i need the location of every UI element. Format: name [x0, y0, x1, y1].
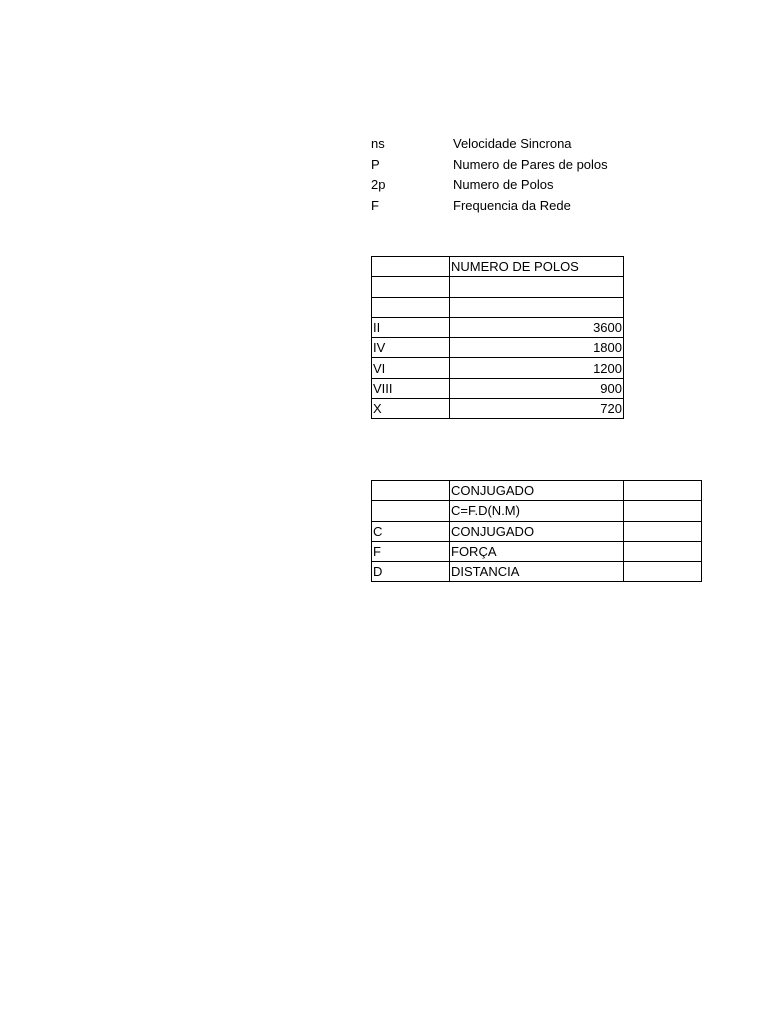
table-cell[interactable] — [624, 501, 702, 521]
table-cell[interactable] — [624, 541, 702, 561]
pole-label-cell[interactable]: II — [372, 317, 450, 337]
legend-symbol: F — [371, 197, 379, 213]
table-row — [372, 378, 624, 398]
pole-label-cell[interactable]: VIII — [372, 378, 450, 398]
torque-symbol-cell[interactable]: D — [372, 562, 450, 582]
pole-label-cell[interactable]: IV — [372, 338, 450, 358]
table-header-row — [372, 257, 624, 277]
table-row — [372, 521, 702, 541]
table-row — [372, 277, 624, 297]
torque-text-cell[interactable]: FORÇA — [450, 541, 624, 561]
table-cell[interactable] — [372, 277, 450, 297]
table-row — [372, 501, 702, 521]
table-row — [372, 297, 624, 317]
table-cell[interactable] — [450, 277, 624, 297]
torque-symbol-cell[interactable] — [372, 481, 450, 501]
torque-symbol-cell[interactable]: F — [372, 541, 450, 561]
speed-value-cell[interactable]: 3600 — [450, 317, 624, 337]
legend-symbol: P — [371, 156, 380, 172]
speed-value-cell[interactable]: 1200 — [450, 358, 624, 378]
torque-table — [371, 480, 702, 582]
legend-row — [371, 175, 671, 196]
legend-symbol: ns — [371, 136, 385, 151]
pole-label-cell[interactable]: VI — [372, 358, 450, 378]
pole-label-cell[interactable]: X — [372, 399, 450, 419]
torque-text-cell[interactable]: DISTANCIA — [450, 562, 624, 582]
torque-text-cell[interactable]: CONJUGADO — [450, 521, 624, 541]
table-row — [372, 541, 702, 561]
table-cell[interactable] — [624, 521, 702, 541]
torque-text-cell[interactable]: C=F.D(N.M) — [450, 501, 624, 521]
table-cell[interactable] — [450, 297, 624, 317]
torque-text-cell[interactable]: CONJUGADO — [450, 481, 624, 501]
torque-symbol-cell[interactable] — [372, 501, 450, 521]
legend-row — [371, 155, 671, 176]
table-row — [372, 358, 624, 378]
table-row — [372, 562, 702, 582]
speed-value-cell[interactable]: 900 — [450, 378, 624, 398]
table-cell[interactable] — [624, 481, 702, 501]
table-row — [372, 317, 624, 337]
legend-description: Numero de Polos — [453, 177, 554, 192]
legend-description: Frequencia da Rede — [453, 197, 571, 213]
table-cell[interactable] — [372, 257, 450, 277]
torque-symbol-cell[interactable]: C — [372, 521, 450, 541]
poles-table — [371, 256, 624, 419]
legend-description: Velocidade Sincrona — [453, 136, 572, 151]
table-row — [372, 399, 624, 419]
legend-row — [371, 196, 671, 217]
legend-symbol: 2p — [371, 177, 386, 192]
speed-value-cell[interactable]: 720 — [450, 399, 624, 419]
table-row — [372, 481, 702, 501]
speed-value-cell[interactable]: 1800 — [450, 338, 624, 358]
table-cell[interactable] — [624, 562, 702, 582]
table-cell[interactable] — [372, 297, 450, 317]
table-row — [372, 338, 624, 358]
legend-row — [371, 134, 671, 155]
poles-header-cell[interactable]: NUMERO DE POLOS — [450, 257, 624, 277]
legend-description: Numero de Pares de polos — [453, 156, 608, 172]
symbol-legend — [371, 134, 671, 216]
